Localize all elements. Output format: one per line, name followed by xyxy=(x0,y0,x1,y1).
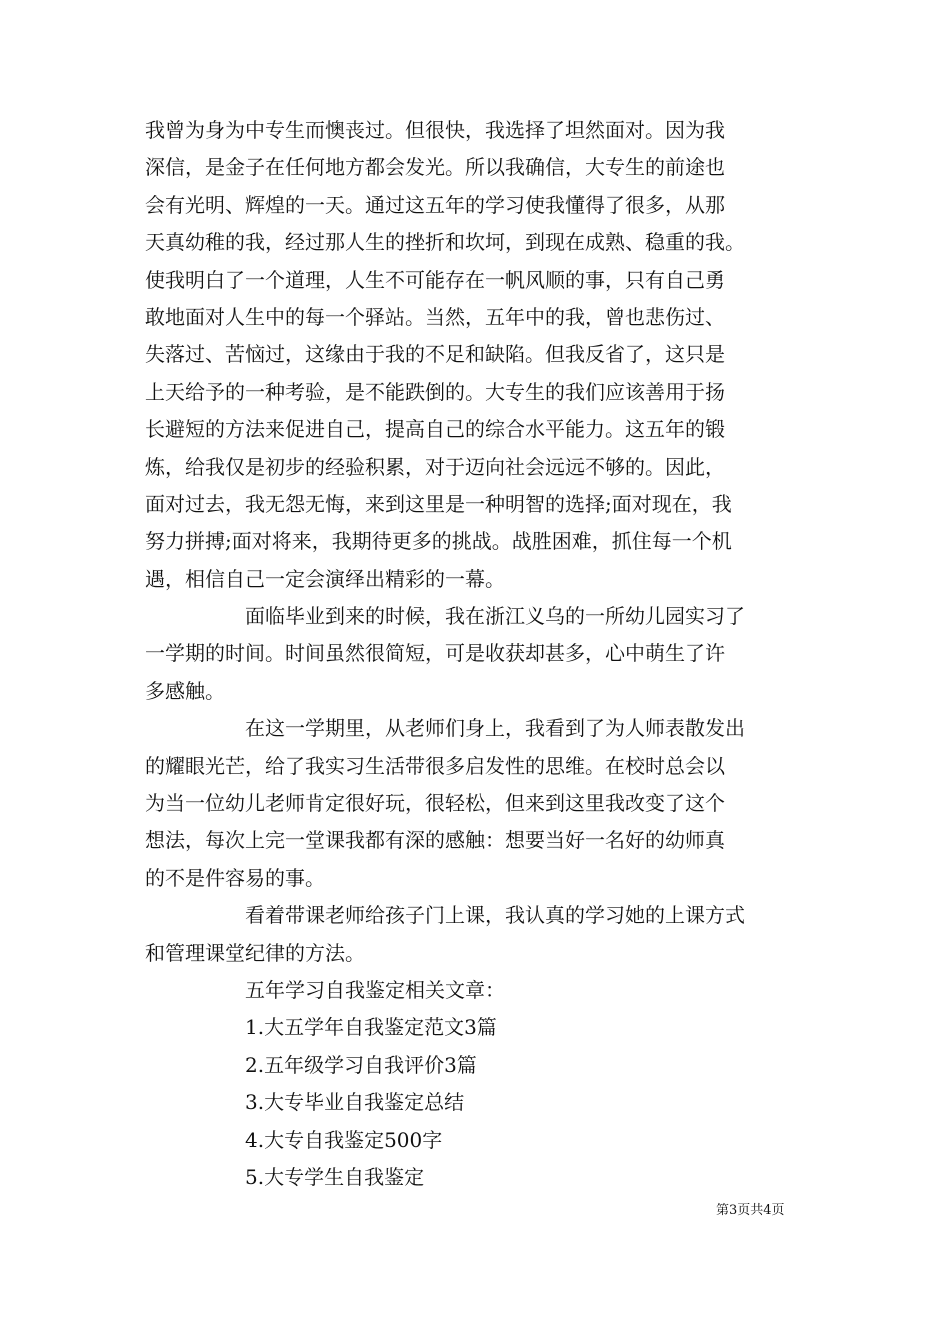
paragraph-4 xyxy=(145,897,809,972)
text-line: 天真幼稚的我，经过那人生的挫折和坎坷，到现在成熟、稳重的我。 xyxy=(145,230,745,255)
text-line: 深信，是金子在任何地方都会发光。所以我确信，大专生的前途也 xyxy=(145,155,725,180)
related-article-link[interactable]: 2.五年级学习自我评价3篇 xyxy=(245,1052,477,1077)
text-line: 炼，给我仅是初步的经验积累，对于迈向社会远远不够的。因此， xyxy=(145,454,725,479)
text-line: 我曾为身为中专生而懊丧过。但很快，我选择了坦然面对。因为我 xyxy=(145,118,725,142)
paragraph-2 xyxy=(145,598,809,710)
text-line: 多感触。 xyxy=(145,678,225,703)
text-line: 的不是件容易的事。 xyxy=(145,865,325,890)
text-line: 使我明白了一个道理，人生不可能存在一帆风顺的事，只有自己勇 xyxy=(145,267,725,292)
text-line: 上天给予的一种考验，是不能跌倒的。大专生的我们应该善用于扬 xyxy=(145,379,725,404)
related-article-link[interactable]: 5.大专学生自我鉴定 xyxy=(245,1164,425,1189)
related-article-link[interactable]: 4.大专自我鉴定500字 xyxy=(245,1127,443,1152)
text-line: 在这一学期里，从老师们身上，我看到了为人师表散发出 xyxy=(245,716,745,741)
text-line: 一学期的时间。时间虽然很简短，可是收获却甚多，心中萌生了许 xyxy=(145,641,725,666)
text-line: 面临毕业到来的时候，我在浙江义乌的一所幼儿园实习了 xyxy=(245,604,745,629)
text-line: 和管理课堂纪律的方法。 xyxy=(145,940,365,965)
text-line: 长避短的方法来促进自己，提高自己的综合水平能力。这五年的锻 xyxy=(145,417,725,442)
text-line: 努力拼搏;面对将来，我期待更多的挑战。战胜困难，抓住每一个机 xyxy=(145,529,732,554)
text-line: 的耀眼光芒，给了我实习生活带很多启发性的思维。在校时总会以 xyxy=(145,753,725,778)
paragraph-1 xyxy=(145,112,809,598)
text-line: 看着带课老师给孩子门上课，我认真的学习她的上课方式 xyxy=(245,903,745,928)
text-line: 为当一位幼儿老师肯定很好玩，很轻松，但来到这里我改变了这个 xyxy=(145,791,725,816)
related-articles-title: 五年学习自我鉴定相关文章： xyxy=(245,977,505,1002)
text-line: 面对过去，我无怨无悔，来到这里是一种明智的选择;面对现在，我 xyxy=(145,491,732,516)
text-line: 遇，相信自己一定会演绎出精彩的一幕。 xyxy=(145,566,505,591)
paragraph-3 xyxy=(145,710,809,897)
text-line: 想法，每次上完一堂课我都有深的感触：想要当好一名好的幼师真 xyxy=(145,828,725,853)
page-number-footer: 第3页共4页 xyxy=(716,1203,785,1218)
text-line: 失落过、苦恼过，这缘由于我的不足和缺陷。但我反省了，这只是 xyxy=(145,342,725,367)
related-article-link[interactable]: 3.大专毕业自我鉴定总结 xyxy=(245,1090,465,1115)
related-articles xyxy=(145,972,809,1196)
text-line: 敢地面对人生中的每一个驿站。当然，五年中的我，曾也悲伤过、 xyxy=(145,304,725,329)
text-line: 会有光明、辉煌的一天。通过这五年的学习使我懂得了很多，从那 xyxy=(145,192,725,217)
related-article-link[interactable]: 1.大五学年自我鉴定范文3篇 xyxy=(245,1015,497,1040)
document-body xyxy=(145,112,809,1196)
